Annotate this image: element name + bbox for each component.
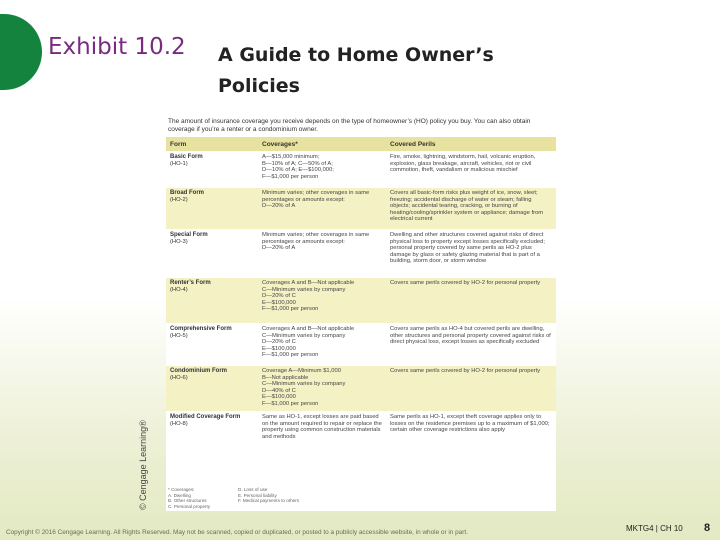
footnote-line: E. Personal liability (238, 492, 277, 498)
footnote-line: * Coverages: (168, 487, 195, 492)
perils-cell: Covers same perils covered by HO-2 for personal property (386, 366, 556, 412)
policy-form-name: Renter’s Form (170, 280, 211, 286)
policy-form-code: (HO-8) (170, 420, 188, 427)
watermark-cengage: © Cengage Learning® (138, 420, 148, 510)
footnote-line: D. Loss of use (238, 487, 268, 492)
exhibit-document (166, 117, 556, 511)
coverage-line: D—10% of A; E—$100,000; (262, 167, 334, 174)
table-row (166, 324, 556, 366)
coverages-cell (258, 324, 386, 366)
coverages-cell (258, 230, 386, 278)
perils-cell: Same perils as HO-1, except theft coverage applies only to losses on the residence premises up to a maximum of $1,000; certain other coverage restrictions also apply (386, 412, 556, 466)
coverage-line: A—$15,000 minimum; (262, 154, 320, 160)
coverage-line: F—$1,000 per person (262, 173, 319, 180)
coverage-line: Minimum varies; other coverages in same percentages or amounts except: (262, 190, 370, 203)
coverage-line: F—$1,000 per person (262, 400, 319, 407)
footnotes-left (168, 487, 210, 509)
coverage-line: Coverage A—Minimum $1,000 (262, 368, 341, 374)
policy-form-cell (166, 366, 258, 412)
policy-form-name: Modified Coverage Form (170, 414, 241, 420)
page-number: 8 (704, 522, 711, 534)
policy-form-code: (HO-1) (170, 160, 188, 167)
coverage-line: Same as HO-1, except losses are paid based on the amount required to repair or replace the property using common construction materials and methods (262, 414, 382, 440)
coverage-line: Coverages A and B—Not applicable (262, 280, 355, 286)
coverage-line: D—20% of C (262, 339, 296, 346)
policy-form-cell (166, 278, 258, 324)
copyright-notice: Copyright © 2016 Cengage Learning. All Rights Reserved. May not be scanned, copied or duplicated, or posted to a publicly accessible website, in whole or in part. (6, 529, 468, 536)
policy-form-cell (166, 188, 258, 230)
coverage-line: B—Not applicable (262, 374, 309, 381)
coverages-cell (258, 278, 386, 324)
coverage-line: D—20% of A (262, 245, 296, 252)
intro-text: The amount of insurance coverage you receive depends on the type of homeowner’s (HO) policy you buy. You can also obtain coverage if you’re a renter or a condominium owner. (168, 118, 531, 133)
policy-form-cell (166, 152, 258, 188)
footnotes (166, 485, 556, 511)
coverage-line: E—$100,000 (262, 345, 296, 352)
policy-form-code: (HO-4) (170, 286, 188, 293)
perils-cell: Covers same perils as HO-4 but covered perils are dwelling, other structures and personal property covered against risks of direct physical loss, except losses as specifically excluded (386, 324, 556, 366)
perils-cell: Fire, smoke, lightning, windstorm, hail, volcanic eruption, explosion, glass breakage, aircraft, vehicles, riot or civil commotion, theft, vandalism or malicious mischief (386, 152, 556, 188)
coverage-line: Coverages A and B—Not applicable (262, 326, 355, 332)
coverage-line: F—$1,000 per person (262, 306, 319, 313)
policy-form-code: (HO-3) (170, 238, 188, 245)
header-perils: Covered Perils (386, 137, 556, 152)
policy-form-code: (HO-6) (170, 374, 188, 381)
policy-form-name: Comprehensive Form (170, 326, 232, 332)
table-row (166, 278, 556, 324)
table-row (166, 230, 556, 278)
table-row (166, 366, 556, 412)
exhibit-label: Exhibit 10.2 (48, 34, 186, 60)
coverage-line: F—$1,000 per person (262, 352, 319, 359)
header-coverages: Coverages* (258, 137, 386, 152)
footnote-line: F. Medical payments to others (238, 498, 300, 504)
coverage-line: D—40% of C (262, 387, 296, 394)
footnote-line: C. Personal property (168, 503, 211, 509)
policy-form-cell (166, 412, 258, 466)
table-row (166, 412, 556, 466)
policy-form-code: (HO-5) (170, 332, 188, 339)
coverage-line: B—10% of A; C—50% of A; (262, 160, 333, 167)
footnotes-right (238, 487, 299, 504)
coverage-line: C—Minimum varies by company (262, 332, 346, 339)
accent-shape (0, 14, 42, 90)
policy-form-name: Special Form (170, 232, 208, 238)
policy-form-name: Condominium Form (170, 368, 227, 374)
policy-form-cell (166, 230, 258, 278)
policy-table (166, 137, 556, 466)
coverages-cell (258, 366, 386, 412)
coverages-cell (258, 412, 386, 466)
coverage-line: D—20% of A (262, 203, 296, 210)
perils-cell: Covers same perils covered by HO-2 for personal property (386, 278, 556, 324)
coverage-line: Minimum varies; other coverages in same percentages or amounts except: (262, 232, 370, 245)
header-form: Form (166, 137, 258, 152)
table-row (166, 188, 556, 230)
coverages-cell (258, 188, 386, 230)
perils-cell: Dwelling and other structures covered against risks of direct physical loss to property except losses specifically excluded; personal property covered by same perils as HO-2 plus damage by glass or safety glazing material that is part of a building, storm door, or storm window (386, 230, 556, 278)
table-row (166, 152, 556, 188)
coverage-line: E—$100,000 (262, 299, 296, 306)
footnote-line: A. Dwelling (168, 492, 191, 498)
coverages-cell (258, 152, 386, 188)
footnote-line: B. Other structures (168, 498, 207, 504)
perils-cell: Covers all basic-form risks plus weight of ice, snow, sleet; freezing; accidental discharge of water or steam; falling objects; accidental tearing, cracking, or burning of heating/cooling/sprinkler system or appliance; damage from electrical current (386, 188, 556, 230)
table-header-row (166, 137, 556, 152)
coverage-line: D—20% of C (262, 293, 296, 300)
policy-form-name: Broad Form (170, 190, 205, 196)
policy-form-code: (HO-2) (170, 196, 188, 203)
slide-title: A Guide to Home Owner’s Policies (218, 44, 494, 97)
course-label: MKTG4 | CH 10 (626, 524, 683, 533)
coverage-line: C—Minimum varies by company (262, 286, 346, 293)
coverage-line: E—$100,000 (262, 394, 296, 401)
policy-form-cell (166, 324, 258, 366)
coverage-line: C—Minimum varies by company (262, 381, 346, 388)
policy-form-name: Basic Form (170, 154, 203, 160)
